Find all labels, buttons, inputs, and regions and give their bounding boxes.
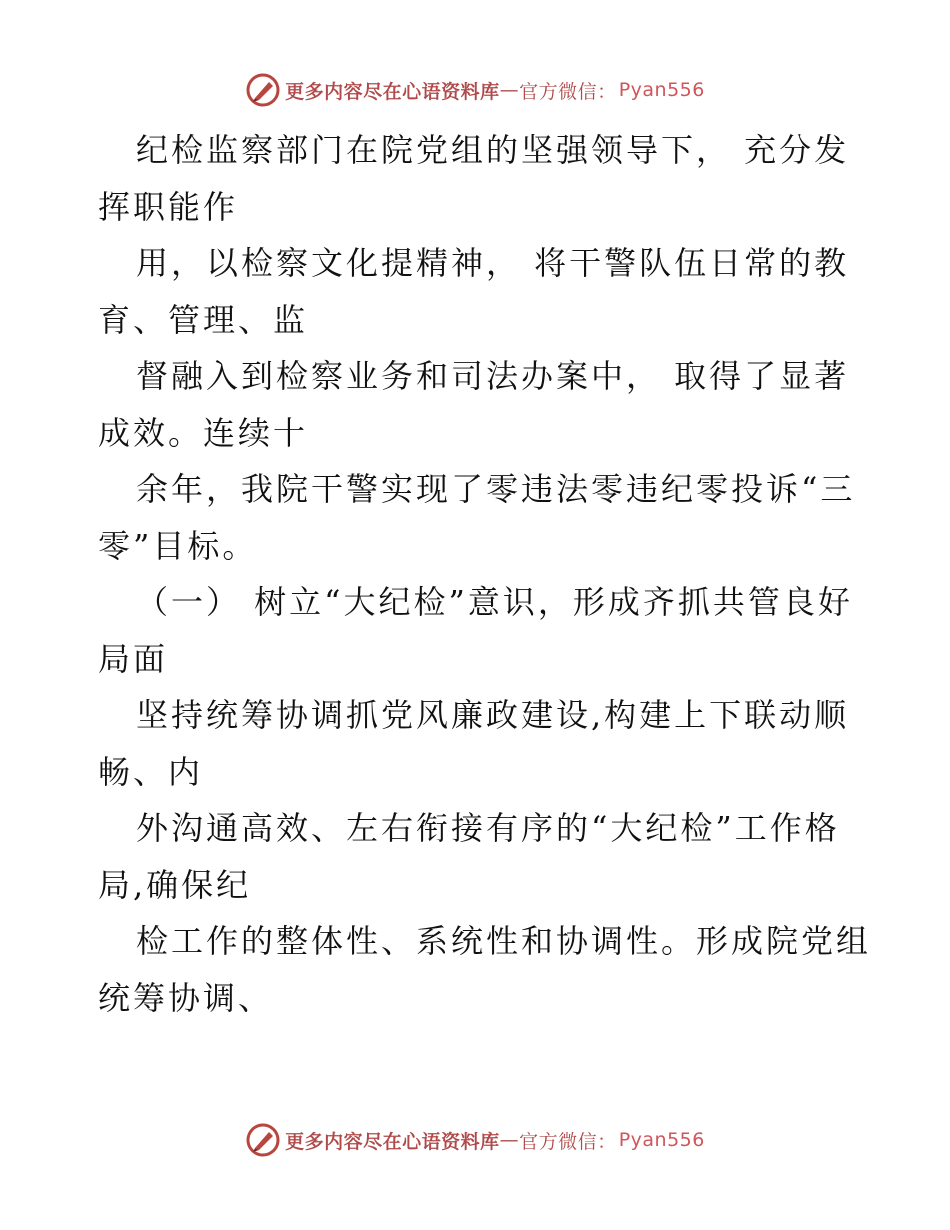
text-line: 挥职能作 xyxy=(98,187,239,226)
text-line: 成效。连续十 xyxy=(98,413,309,452)
text-line: 局,确保纪 xyxy=(98,865,252,904)
banner-wechat-id: Pyan556 xyxy=(618,1129,705,1151)
banner-main-text: 更多内容尽在心语资料库 xyxy=(285,80,500,103)
text-line: 育、管理、监 xyxy=(98,300,309,339)
text-line: 零”目标。 xyxy=(98,526,258,565)
banner-wechat-label: 官方微信： xyxy=(519,80,617,103)
text-line: （一） 树立“大纪检”意识，形成齐抓共管良好 xyxy=(136,583,853,621)
banner-dash: — xyxy=(499,1129,520,1151)
text-line: 坚持统筹协调抓党风廉政建设,构建上下联动顺 xyxy=(136,696,850,734)
banner-main-text: 更多内容尽在心语资料库 xyxy=(285,1130,500,1153)
document-body xyxy=(98,122,872,1026)
text-line: 用，以检察文化提精神， 将干警队伍日常的教 xyxy=(136,244,850,282)
text-line: 畅、内 xyxy=(98,752,204,791)
text-line: 督融入到检察业务和司法办案中， 取得了显著 xyxy=(136,357,850,395)
text-line: 纪检监察部门在院党组的坚强领导下， 充分发 xyxy=(136,131,850,169)
text-line: 局面 xyxy=(98,639,169,678)
text-line: 检工作的整体性、系统性和协调性。形成院党组 xyxy=(136,922,872,960)
pen-logo-icon xyxy=(245,1122,281,1158)
text-line: 余年，我院干警实现了零违法零违纪零投诉“三 xyxy=(136,470,856,508)
banner-wechat-label: 官方微信： xyxy=(519,1130,617,1153)
banner-wechat-id: Pyan556 xyxy=(618,79,705,101)
pen-logo-icon xyxy=(245,72,281,108)
text-line: 外沟通高效、左右衔接有序的“大纪检”工作格 xyxy=(136,809,840,847)
header-banner xyxy=(0,70,950,110)
footer-banner xyxy=(0,1120,950,1160)
banner-dash: — xyxy=(499,79,520,101)
text-line: 统筹协调、 xyxy=(98,978,274,1017)
